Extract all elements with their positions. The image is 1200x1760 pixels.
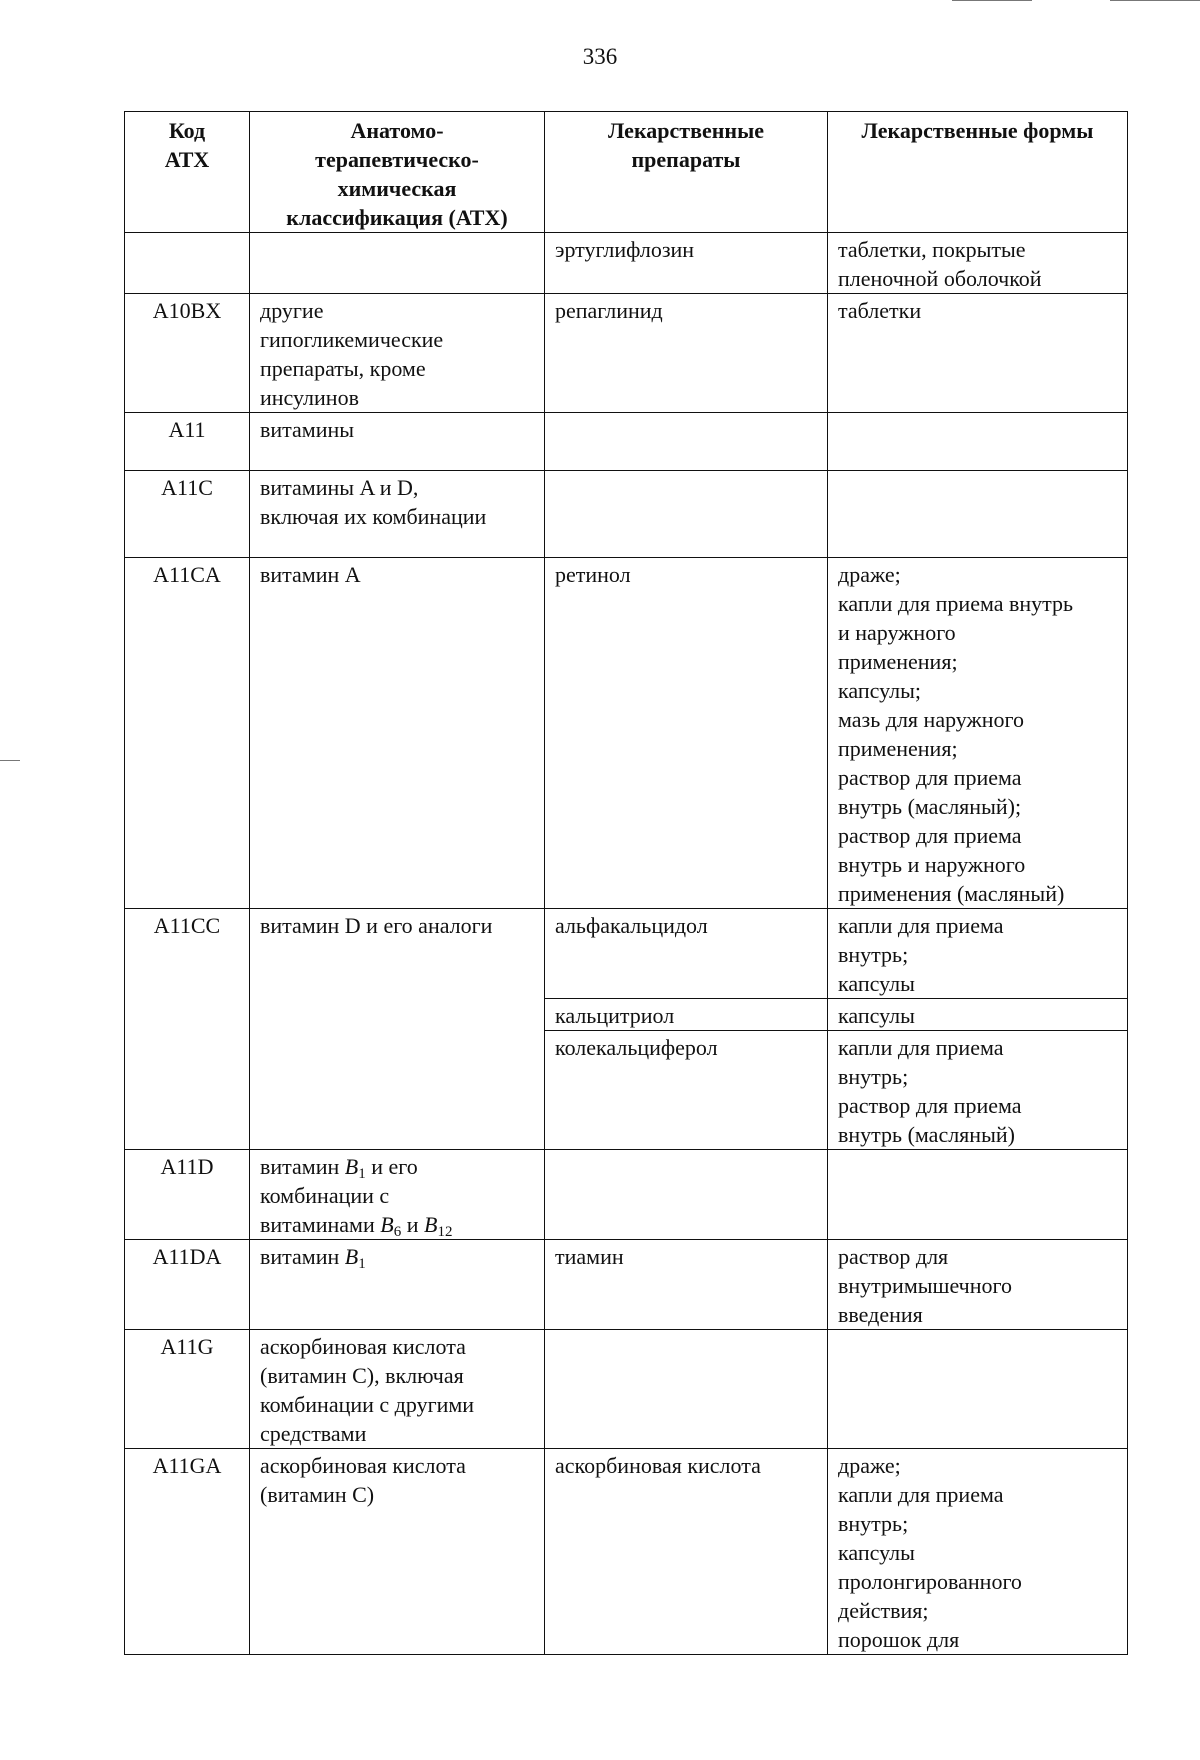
cell-drug [545,1330,828,1449]
cell-drug [545,413,828,471]
scan-artifact-line [952,0,1032,1]
table-header-row [125,112,1128,233]
cell-atc [250,1150,545,1240]
cell-atc: витамины [250,413,545,471]
table-row [125,558,1128,909]
cell-form: драже; капли для приема внутрь и наружного применения; капсулы; мазь для наружного применения; раствор для приема внутрь (масляный); раствор для приема внутрь и наружного применения (масляный) [828,558,1128,909]
cell-atc: витамин A [250,558,545,909]
vitamin-b-symbol: B [344,1244,359,1269]
cell-form: таблетки [828,294,1128,413]
cell-drug [545,471,828,558]
cell-code: A11G [125,1330,250,1449]
scan-artifact-line [1110,0,1200,1]
cell-code: A10BX [125,294,250,413]
cell-code: A11CA [125,558,250,909]
cell-form: капсулы [828,999,1128,1031]
cell-code: A11C [125,471,250,558]
table-row [125,233,1128,294]
header-atc-classification: Анатомо- терапевтическо- химическая классификация (АТХ) [250,112,545,233]
cell-atc: другие гипогликемические препараты, кроме инсулинов [250,294,545,413]
table-row [125,1240,1128,1330]
table-row [125,471,1128,558]
vitamin-b-symbol: B [344,1154,359,1179]
cell-drug: аскорбиновая кислота [545,1449,828,1655]
cell-form: раствор для внутримышечного введения [828,1240,1128,1330]
cell-code: A11DA [125,1240,250,1330]
vitamin-subscript: 12 [437,1224,453,1240]
cell-form: капли для приема внутрь; раствор для приема внутрь (масляный) [828,1031,1128,1150]
cell-form [828,471,1128,558]
cell-atc [250,233,545,294]
table-row [125,294,1128,413]
atc-table [124,111,1128,1655]
cell-atc: витамины A и D, включая их комбинации [250,471,545,558]
cell-code: A11 [125,413,250,471]
header-drugs: Лекарственные препараты [545,112,828,233]
cell-atc: аскорбиновая кислота (витамин C), включая комбинации с другими средствами [250,1330,545,1449]
cell-drug: тиамин [545,1240,828,1330]
cell-atc: витамин D и его аналоги [250,909,545,1150]
vitamin-subscript: 1 [358,1256,366,1272]
cell-atc: аскорбиновая кислота (витамин C) [250,1449,545,1655]
atc-text: витамин [260,1244,345,1269]
cell-form: драже; капли для приема внутрь; капсулы пролонгированного действия; порошок для [828,1449,1128,1655]
cell-drug: ретинол [545,558,828,909]
page-number: 336 [582,44,618,69]
cell-drug: репаглинид [545,294,828,413]
header-dosage-forms: Лекарственные формы [828,112,1128,233]
cell-form [828,413,1128,471]
cell-code [125,233,250,294]
cell-code: A11CC [125,909,250,1150]
cell-form: таблетки, покрытые пленочной оболочкой [828,233,1128,294]
atc-text: витамин [260,1154,345,1179]
table-row [125,1150,1128,1240]
vitamin-subscript: 6 [393,1224,402,1240]
header-code: Код АТХ [125,112,250,233]
table-row [125,413,1128,471]
cell-code: A11D [125,1150,250,1240]
cell-drug: колекальциферол [545,1031,828,1150]
cell-code: A11GA [125,1449,250,1655]
cell-atc [250,1240,545,1330]
scan-artifact-line [0,760,20,761]
vitamin-b-symbol: B [423,1212,438,1237]
table-row [125,909,1128,999]
atc-text: и [401,1212,424,1237]
cell-drug: кальцитриол [545,999,828,1031]
cell-drug [545,1150,828,1240]
cell-drug: эртуглифлозин [545,233,828,294]
cell-form [828,1330,1128,1449]
vitamin-b-symbol: B [380,1212,394,1237]
atc-text: и его комбинации с витаминами [260,1154,418,1237]
vitamin-subscript: 1 [358,1166,366,1182]
cell-form [828,1150,1128,1240]
cell-drug: альфакальцидол [545,909,828,999]
table-row [125,1449,1128,1655]
cell-form: капли для приема внутрь; капсулы [828,909,1128,999]
table-row [125,1330,1128,1449]
